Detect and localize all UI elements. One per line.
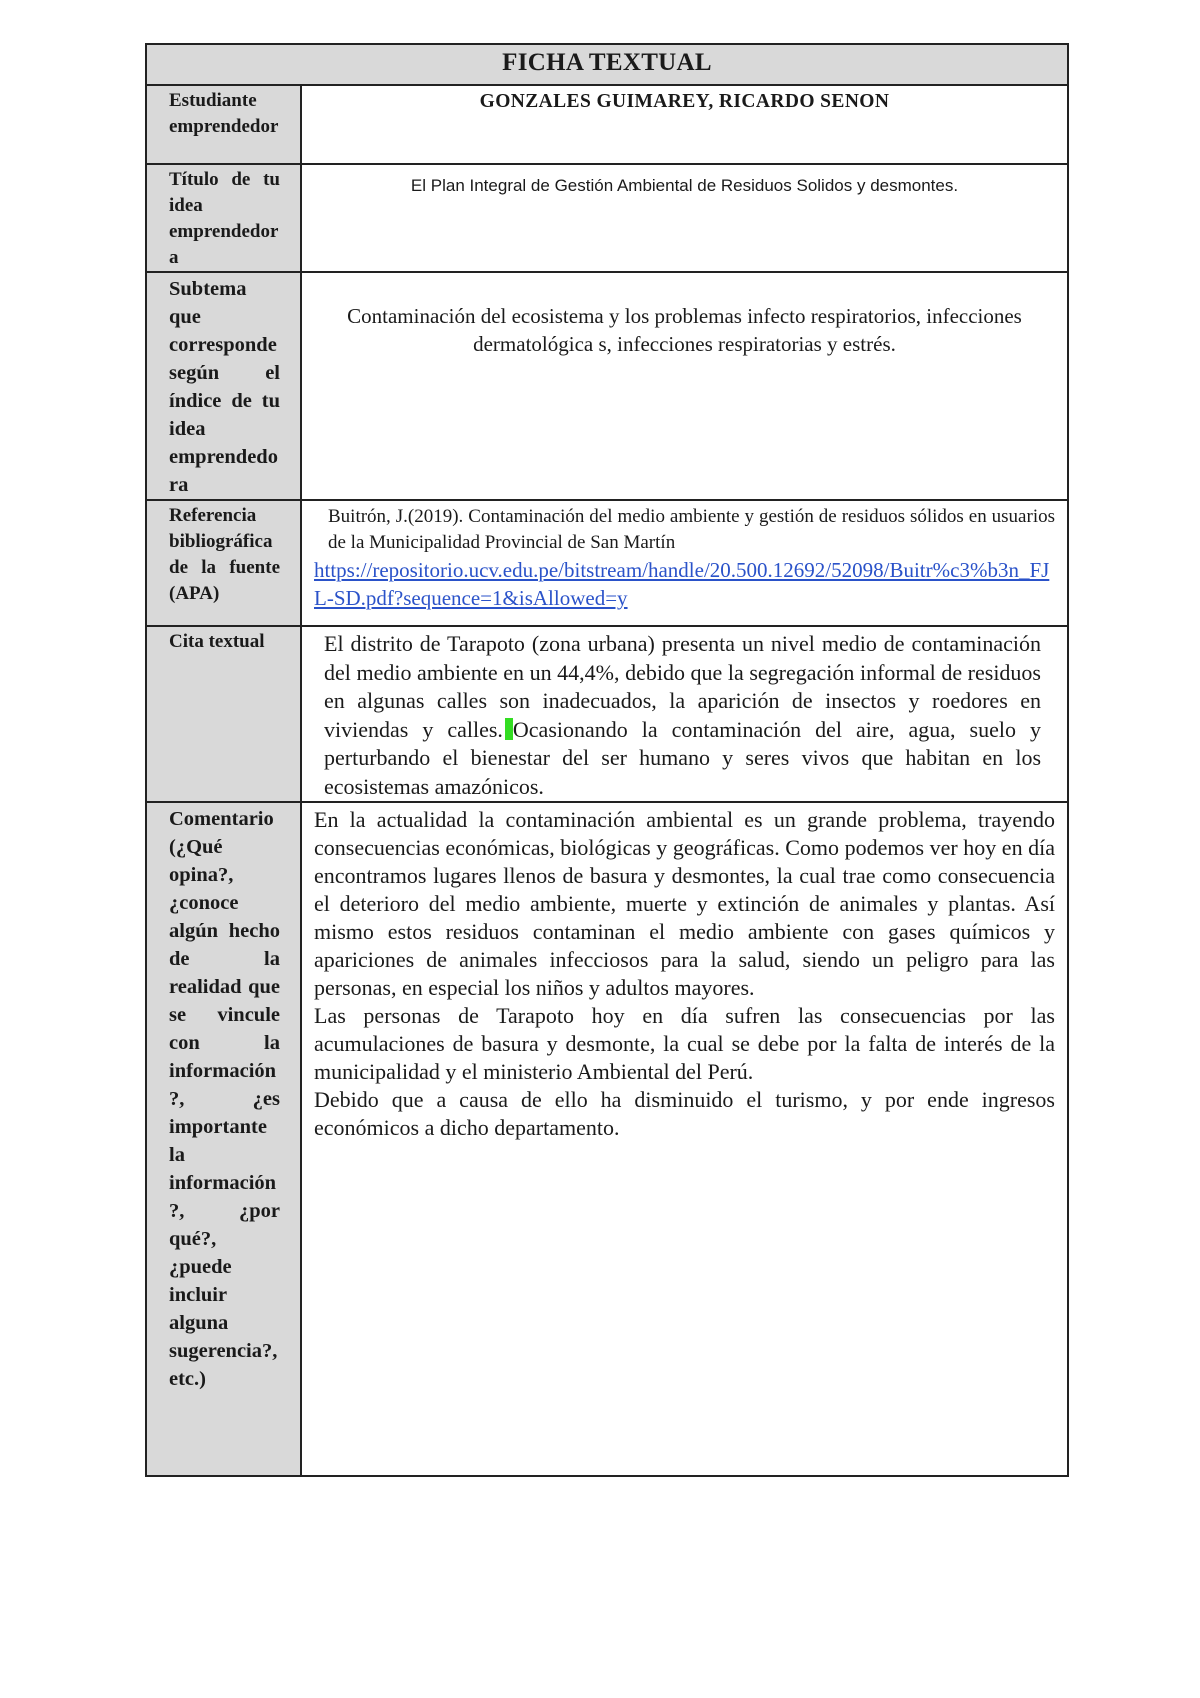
highlight-mark [505, 718, 513, 740]
row-cita [146, 626, 1068, 802]
label-comentario: Comentario (¿Qué opina?, ¿conoce algún hecho de la realidad que se vincule con la información?, ¿es importante la información?, ¿por qué?, ¿puede incluir alguna sugerencia?, etc.) [146, 802, 301, 1476]
reference-citation: Buitrón, J.(2019). Contaminación del medio ambiente y gestión de residuos sólidos en usuarios de la Municipalidad Provincial de San Martín [328, 506, 1055, 553]
reference-link[interactable]: https://repositorio.ucv.edu.pe/bitstream/handle/20.500.12692/52098/Buitr%c3%b3n_FJL-SD.pdf?sequence=1&isAllowed=y [314, 558, 1050, 610]
comentario-paragraph: En la actualidad la contaminación ambiental es un grande problema, trayendo consecuencias económicas, biológicas y geográficas. Como podemos ver hoy en día encontramos lugares llenos de basura y desmontes, la cual trae como consecuencia el deterioro del medio ambiente, muerte y extinción de animales y plantas. Así mismo estos residuos contaminan el medio ambiente con gases químicos y apariciones de animales infecciosos para la salud, siendo un peligro para las personas, en especial los niños y adultos mayores. [314, 807, 1055, 1000]
row-referencia [146, 500, 1068, 626]
ficha-textual-table [145, 43, 1069, 1477]
row-subtema [146, 272, 1068, 500]
row-comentario [146, 802, 1068, 1476]
value-titulo [301, 164, 1068, 272]
idea-title: El Plan Integral de Gestión Ambiental de Residuos Solidos y desmontes. [410, 176, 959, 195]
comentario-paragraph: Las personas de Tarapoto hoy en día sufren las consecuencias por las acumulaciones de basura y desmonte, la cual se debe por la falta de interés de la municipalidad y el ministerio Ambiental del Perú. [314, 1003, 1055, 1084]
value-estudiante [301, 85, 1068, 164]
value-cita [301, 626, 1068, 802]
value-referencia [301, 500, 1068, 626]
label-cita: Cita textual [146, 626, 301, 802]
label-subtema: Subtema que corresponde según el índice de tu idea emprendedora [146, 272, 301, 500]
value-comentario [301, 802, 1068, 1476]
row-titulo [146, 164, 1068, 272]
cita-text-after: Ocasionando la contaminación del aire, agua, suelo y perturbando el bienestar del ser humano y seres vivos que habitan en los ecosistemas amazónicos. [324, 716, 1041, 799]
comentario-paragraph: Debido que a causa de ello ha disminuido el turismo, y por ende ingresos económicos a dicho departamento. [314, 1087, 1055, 1140]
cita-text-before: El distrito de Tarapoto (zona urbana) presenta un nivel medio de contaminación del medio ambiente en un 44,4%, debido que la segregación informal de residuos en algunas calles son inadecuados, la aparición de insectos y roedores en viviendas y calles. [324, 631, 1041, 742]
comentario-text [314, 806, 1055, 1142]
label-titulo: Título de tu idea emprendedora [146, 164, 301, 272]
page-title: FICHA TEXTUAL [146, 44, 1068, 85]
cita-text [314, 630, 1055, 801]
label-referencia: Referencia bibliográfica de la fuente (APA) [146, 500, 301, 626]
label-estudiante: Estudiante emprendedor [146, 85, 301, 164]
row-estudiante [146, 85, 1068, 164]
subtema-text: Contaminación del ecosistema y los problemas infecto respiratorios, infecciones dermatológica s, infecciones respiratorias y estrés. [347, 304, 1022, 356]
value-subtema [301, 272, 1068, 500]
student-name: GONZALES GUIMAREY, RICARDO SENON [479, 91, 890, 112]
